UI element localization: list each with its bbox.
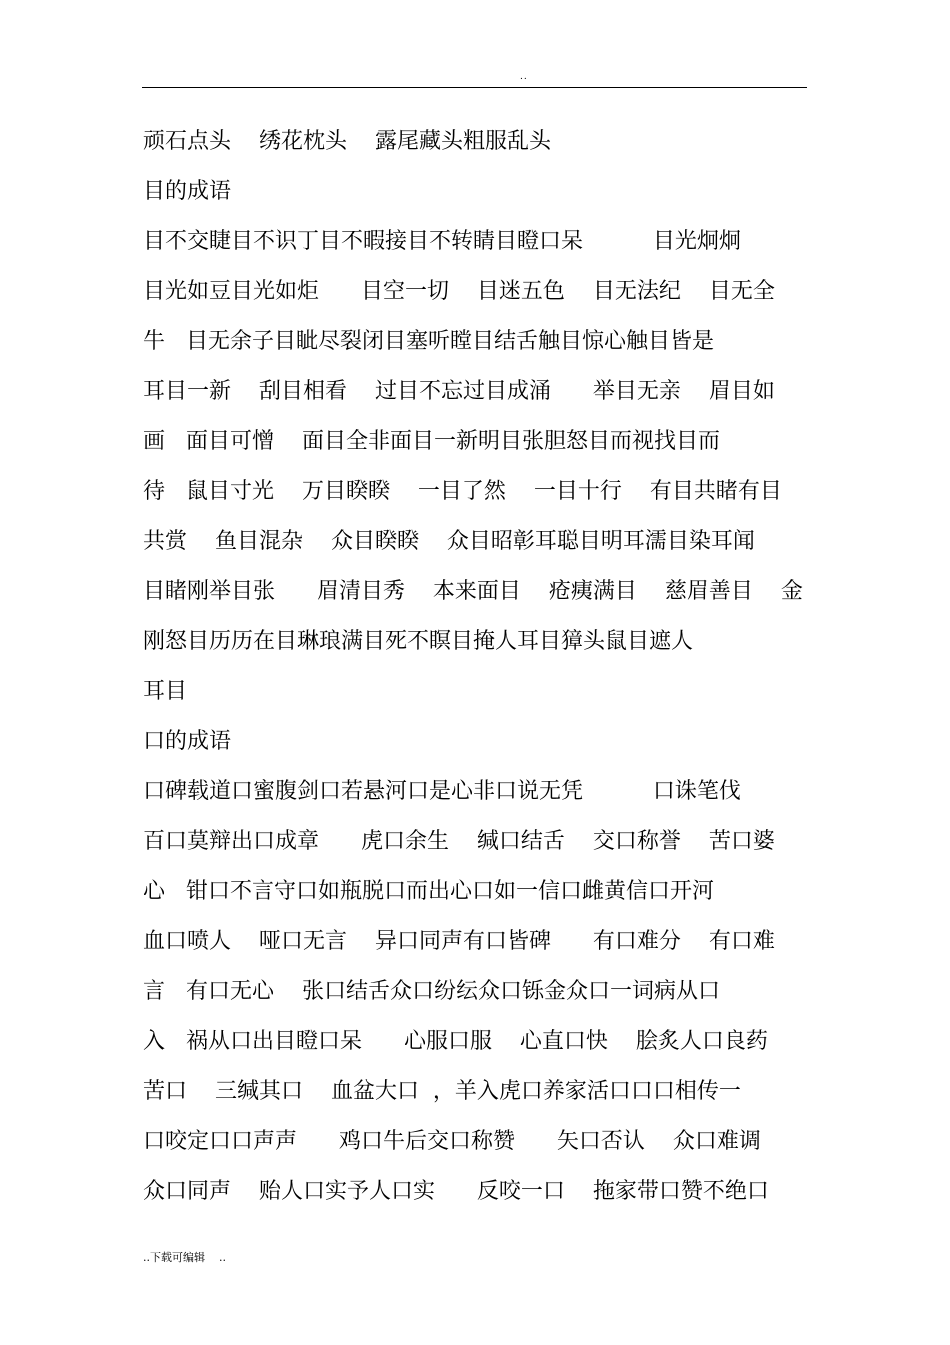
text-line-21: 口咬定口口声声 鸡口牛后交口称赞 矢口否认 众口难调 xyxy=(143,1129,761,1154)
text-line-17: 血口喷人 哑口无言 异口同声有口皆碑 有口难分 有口难 xyxy=(143,929,775,954)
text-line-4: 目光如豆目光如炬 目空一切 目迷五色 目无法纪 目无全 xyxy=(143,279,775,304)
text-line-5: 牛 目无余子目眦尽裂闭目塞听瞠目结舌触目惊心触目皆是 xyxy=(143,329,714,354)
page-footer: ..下载可编辑 .. xyxy=(143,1251,226,1264)
text-line-8: 待 鼠目寸光 万目睽睽 一目了然 一目十行 有目共睹有目 xyxy=(143,479,782,504)
header-mark: .. xyxy=(520,72,528,82)
text-line-19: 入 祸从口出目瞪口呆 心服口服 心直口快 脍炙人口良药 xyxy=(143,1029,768,1054)
document-body xyxy=(143,117,813,1217)
text-line-3: 目不交睫目不识丁目不暇接目不转睛目瞪口呆 目光炯炯 xyxy=(143,229,741,254)
text-line-16: 心 钳口不言守口如瓶脱口而出心口如一信口雌黄信口开河 xyxy=(143,879,714,904)
text-line-7: 画 面目可憎 面目全非面目一新明目张胆怒目而视找目而 xyxy=(143,429,720,454)
text-line-18: 言 有口无心 张口结舌众口纷纭众口铄金众口一词病从口 xyxy=(143,979,720,1004)
section-heading-mouth-idioms: 口的成语 xyxy=(143,729,232,754)
text-line-10: 目睹刚举目张 眉清目秀 本来面目 疮痍满目 慈眉善目 金 xyxy=(143,579,803,604)
text-line-15: 百口莫辩出口成章 虎口余生 缄口结舌 交口称誉 苦口婆 xyxy=(143,829,775,854)
text-line-6: 耳目一新 刮目相看 过目不忘过目成涌 举目无亲 眉目如 xyxy=(143,379,775,404)
text-line-20: 苦口 三缄其口 血盆大口 ，羊入虎口养家活口口口相传一 xyxy=(143,1079,741,1104)
text-line-22: 众口同声 贻人口实予人口实 反咬一口 拖家带口赞不绝口 xyxy=(143,1179,769,1204)
section-heading-eye-idioms: 目的成语 xyxy=(143,179,232,204)
text-line-14: 口碑载道口蜜腹剑口若悬河口是心非口说无凭 口诛笔伐 xyxy=(143,779,741,804)
text-line-12: 耳目 xyxy=(143,679,188,704)
text-line-1: 顽石点头 绣花枕头 露尾藏头粗服乱头 xyxy=(143,129,551,154)
text-line-11: 刚怒目历历在目琳琅满目死不瞑目掩人耳目獐头鼠目遮人 xyxy=(143,629,694,654)
text-line-9: 共赏 鱼目混杂 众目睽睽 众目昭彰耳聪目明耳濡目染耳闻 xyxy=(143,529,755,554)
header-rule xyxy=(142,87,807,88)
